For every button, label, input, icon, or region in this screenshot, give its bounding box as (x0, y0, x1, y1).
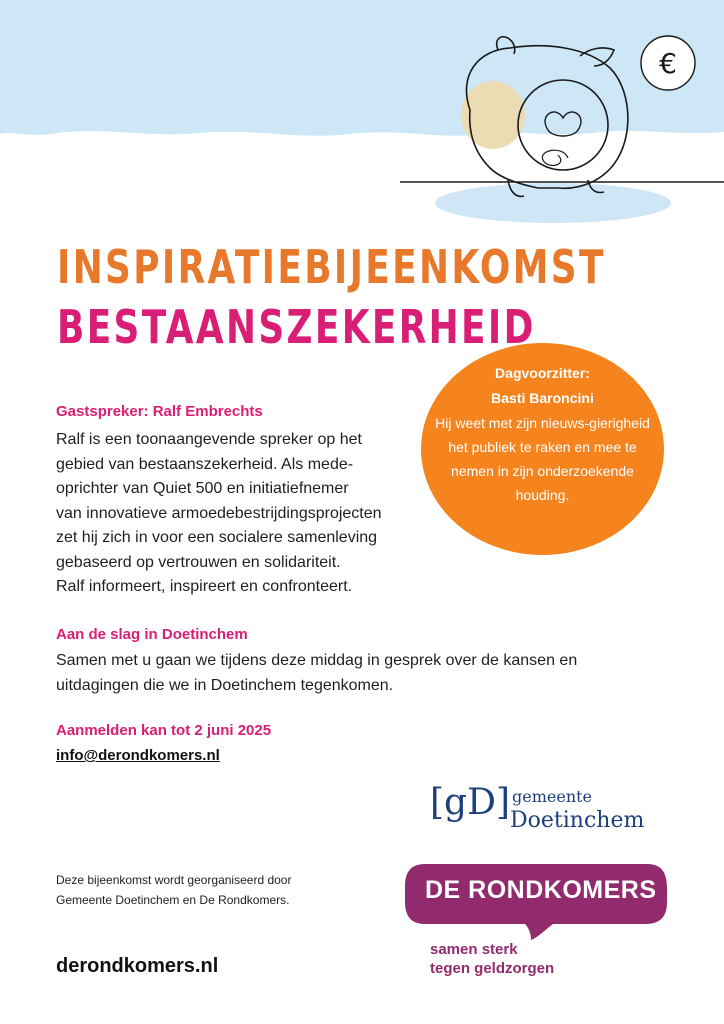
tagline-line: samen sterk (430, 941, 518, 958)
rondkomers-logo-name: DE RONDKOMERS (425, 876, 657, 904)
piggy-bank-illustration (398, 20, 724, 230)
doetinchem-line: Samen met u gaan we tijdens deze middag in gesprek over de kansen en (56, 652, 578, 669)
gemeente-logo-line1: gemeente (512, 787, 593, 806)
speaker-line: gebied van bestaanszekerheid. Als mede- (56, 455, 354, 473)
organizer-line: Gemeente Doetinchem en De Rondkomers. (56, 893, 290, 907)
chair-label: Dagvoorzitter: (495, 365, 590, 381)
chair-circle (421, 343, 664, 555)
gemeente-logo-line2: Doetinchem (510, 808, 645, 833)
website-link[interactable]: derondkomers.nl (56, 955, 219, 977)
chair-name: Basti Baroncini (491, 390, 594, 406)
speaker-line: Ralf informeert, inspireert en confronteert. (56, 578, 353, 595)
tagline-line: tegen geldzorgen (430, 960, 555, 977)
register-heading: Aanmelden kan tot 2 juni 2025 (56, 722, 272, 739)
chair-text: Hij weet met zijn nieuws-gierigheid het publiek te raken en mee te nemen in zijn onderzoekende houding. (435, 415, 650, 503)
organizer-note (56, 870, 291, 910)
rondkomers-tagline (430, 940, 554, 978)
doetinchem-line: uitdagingen die we in Doetinchem tegenkomen. (56, 676, 394, 694)
title-line-2: BESTAANSZEKERHEID (57, 300, 536, 354)
speaker-line: oprichter van Quiet 500 en initiatiefnemer (56, 480, 349, 497)
speaker-text (56, 428, 382, 600)
speaker-heading: Gastspreker: Ralf Embrechts (56, 403, 263, 420)
speaker-line: gebaseerd op vertrouwen en solidariteit. (56, 553, 341, 571)
email-link[interactable]: info@derondkomers.nl (56, 747, 220, 764)
speaker-line: zet hij zich in voor een socialere samenleving (56, 529, 378, 546)
speaker-line: van innovatieve armoedebestrijdingsprojecten (56, 504, 382, 522)
organizer-line: Deze bijeenkomst wordt georganiseerd door (56, 873, 292, 887)
svg-text:€: € (659, 47, 677, 80)
gemeente-logo-mark: [gD] (430, 782, 510, 823)
title-line-1: INSPIRATIEBIJEENKOMST (57, 240, 606, 294)
speaker-line: Ralf is een toonaangevende spreker op het (56, 431, 362, 448)
doetinchem-heading: Aan de slag in Doetinchem (56, 626, 248, 643)
doetinchem-text (56, 649, 577, 698)
